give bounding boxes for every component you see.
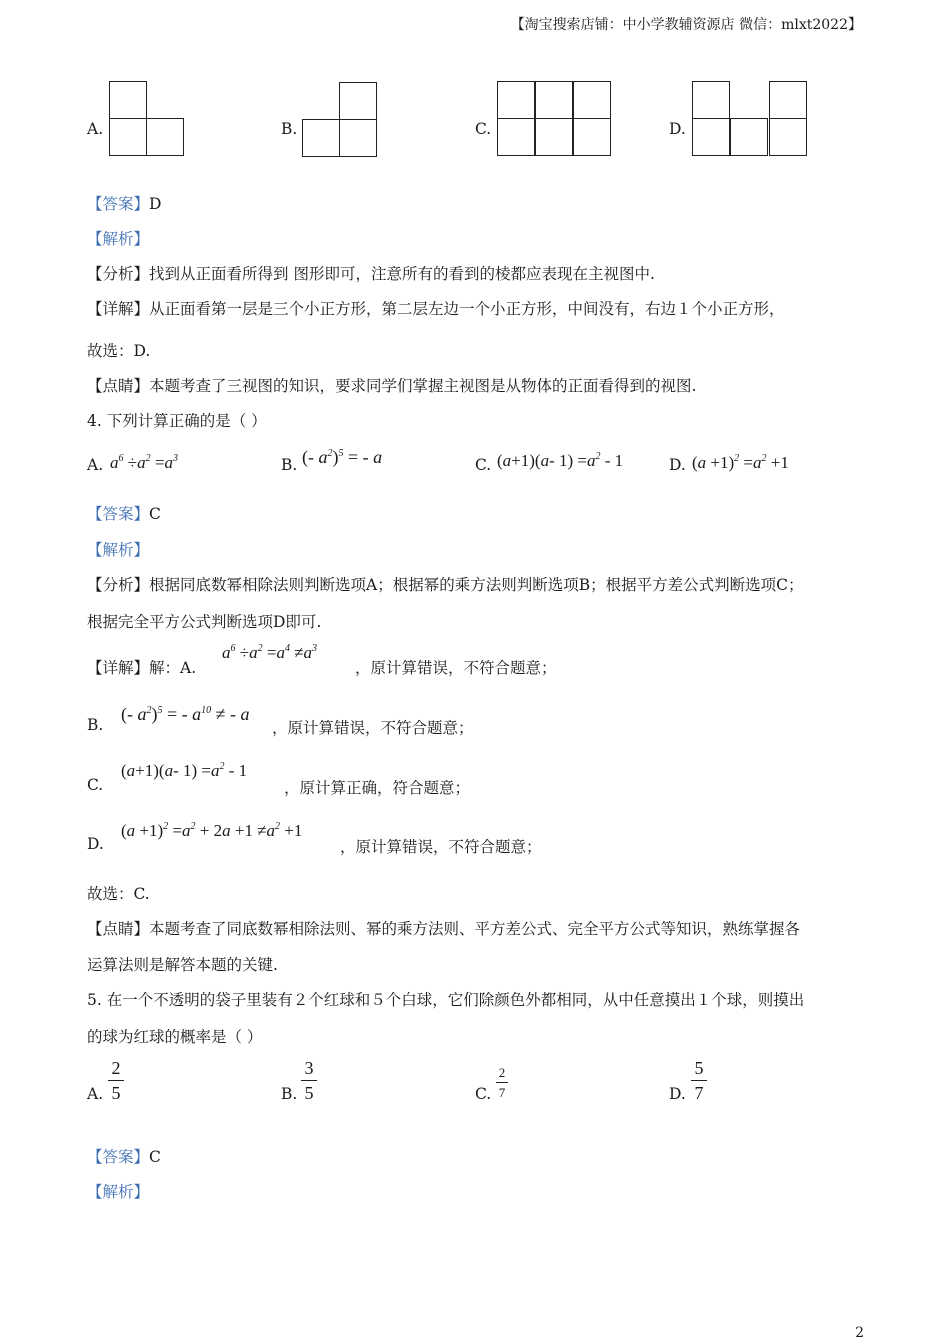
q4-detail-d-comment: ，原计算错误，不符合题意； [340, 838, 542, 856]
q4-option-b-formula: (- $a^2)^5$ = - a [302, 447, 383, 467]
q4-answer [87, 502, 161, 524]
q5-option-c-label: C. [475, 1085, 492, 1103]
q4-dianjing-line2: 运算法则是解答本题的关键. [87, 956, 278, 974]
answer-label: 【答案】 [87, 505, 150, 523]
q4-detail-c-formula: (a+1)(a- $1) =a^2 - 1$ [121, 761, 248, 780]
xiangjie-label: 【详解】 [87, 300, 150, 318]
page-header: 【淘宝搜索店铺：中小学教辅资源店 微信：mlxt2022】 [510, 17, 862, 33]
fenxi-label: 【分析】 [87, 576, 150, 594]
q5-option-d-label: D. [669, 1085, 686, 1103]
xiangjie-lead: 解：A. [149, 659, 197, 677]
q4-guxuan: 故选：C. [87, 885, 150, 903]
q4-option-a-label: A. [87, 456, 104, 474]
q5-analysis-label: 【解析】 [87, 1183, 150, 1201]
numerator: 2 [498, 1065, 506, 1080]
numerator: 3 [304, 1058, 314, 1078]
q4-stem: 4. 下列计算正确的是（ ） [87, 412, 267, 430]
q5-answer [87, 1145, 161, 1167]
q4-detail-d-label: D. [87, 835, 104, 853]
xiangjie-label: 【详解】 [87, 659, 150, 677]
q4-detail-d-formula: $(a +1)^2 =a^2 + 2a +1 \ne a^2 +1$ [121, 821, 303, 840]
q4-detail-b-label: B. [87, 716, 104, 734]
q4-detail-a-formula: $a^6 \div a^2 =a^4 \ne a^3$ [222, 643, 318, 662]
q4-fenxi-line2: 根据完全平方公式判断选项D即可. [87, 613, 322, 631]
denominator: 5 [304, 1083, 314, 1103]
denominator: 5 [111, 1083, 121, 1103]
q4-option-d-label: D. [669, 456, 686, 474]
q4-fenxi-line1 [87, 573, 803, 595]
answer-label: 【答案】 [87, 195, 150, 213]
dianjing-text: 本题考查了同底数幂相除法则、幂的乘方法则、平方差公式、完全平方公式等知识，熟练掌握各 [149, 920, 801, 938]
answer-value: D [149, 195, 162, 213]
q4-detail-c-label: C. [87, 776, 104, 794]
dianjing-text: 本题考查了三视图的知识，要求同学们掌握主视图是从物体的正面看得到的视图. [149, 377, 697, 395]
denominator: 7 [694, 1083, 704, 1103]
xiangjie-text: 从正面看第一层是三个小正方形，第二层左边一个小正方形，中间没有，右边１个小正方形， [149, 300, 785, 318]
q5-stem-line2: 的球为红球的概率是（ ） [87, 1028, 263, 1046]
dianjing-label: 【点睛】 [87, 920, 150, 938]
answer-value: C [149, 505, 161, 523]
q5-option-b-label: B. [281, 1085, 298, 1103]
q4-analysis-label: 【解析】 [87, 541, 150, 559]
q3-option-d-label: D. [669, 120, 686, 138]
numerator: 2 [111, 1058, 121, 1078]
q5-option-c-fraction [496, 1066, 508, 1099]
q5-option-a-fraction [108, 1059, 124, 1102]
q3-dianjing [87, 374, 696, 396]
q5-option-d-fraction [691, 1059, 707, 1102]
q4-option-c-label: C. [475, 456, 492, 474]
q5-option-b-fraction [301, 1059, 317, 1102]
page-number: 2 [855, 1325, 864, 1341]
q3-fenxi [87, 262, 655, 284]
fenxi-text: 根据同底数幂相除法则判断选项A；根据幂的乘方法则判断选项B；根据平方差公式判断选项C； [149, 576, 804, 594]
q3-answer [87, 192, 161, 214]
fenxi-label: 【分析】 [87, 265, 150, 283]
answer-label: 【答案】 [87, 1148, 150, 1166]
q3-analysis-label: 【解析】 [87, 230, 150, 248]
q3-option-a-label: A. [87, 120, 104, 138]
q4-option-d-formula: $(a +1)^2 =a^2 +1$ [692, 453, 789, 472]
q4-option-a-formula: $a^6 \div a^2 =a^3$ [110, 453, 178, 472]
q4-detail-b-comment: ，原计算错误，不符合题意； [272, 719, 474, 737]
q4-dianjing-line1 [87, 917, 800, 939]
dianjing-label: 【点睛】 [87, 377, 150, 395]
q3-guxuan: 故选：D. [87, 342, 151, 360]
q4-option-c-formula: (a+1)(a- $1) =a^2 - 1$ [497, 451, 624, 470]
q4-detail-c-comment: ，原计算正确，符合题意； [284, 779, 471, 797]
denominator: 7 [498, 1085, 506, 1100]
q5-option-a-label: A. [87, 1085, 104, 1103]
q4-xiangjie-a [87, 656, 196, 678]
q5-stem-line1: 5. 在一个不透明的袋子里装有２个红球和５个白球，它们除颜色外都相同，从中任意摸出１个球，则摸出 [87, 991, 805, 1009]
answer-value: C [149, 1148, 161, 1166]
numerator: 5 [694, 1058, 704, 1078]
q3-xiangjie [87, 297, 785, 319]
q4-detail-b-formula: (- $a^2)^5$ = - $a^{10}$ ≠ - a [121, 704, 250, 724]
q4-detail-a-comment: ，原计算错误，不符合题意； [355, 659, 557, 677]
q3-option-b-label: B. [281, 120, 298, 138]
fenxi-text: 找到从正面看所得到 图形即可，注意所有的看到的棱都应表现在主视图中. [149, 265, 655, 283]
q4-option-b-label: B. [281, 456, 298, 474]
q3-option-c-label: C. [475, 120, 492, 138]
